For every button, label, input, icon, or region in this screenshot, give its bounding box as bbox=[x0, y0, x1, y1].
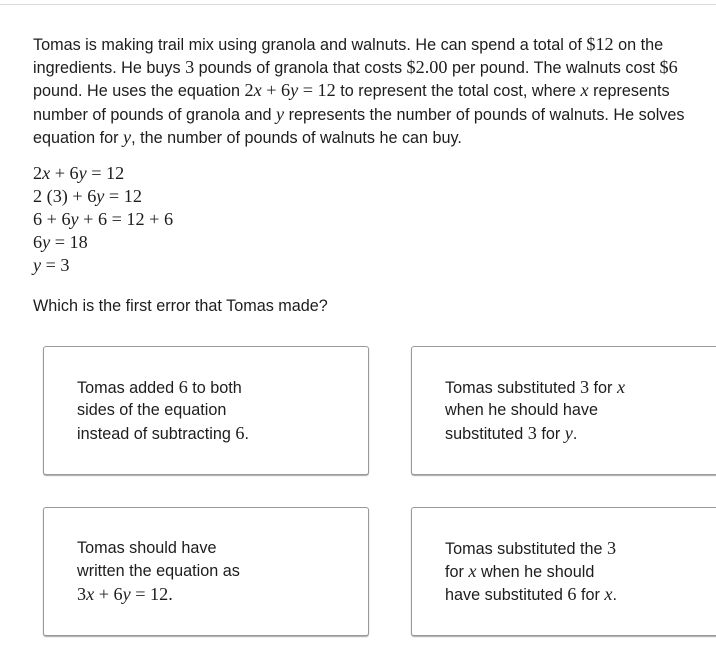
text-run: to represent the total cost, where bbox=[335, 82, 581, 101]
text-run: Tomas is making trail mix using granola and walnuts. He can spend a total of bbox=[33, 36, 587, 54]
text-run: equation for bbox=[33, 128, 123, 147]
math-run: = 12 bbox=[86, 163, 125, 183]
answer-choice-c[interactable] bbox=[43, 507, 369, 636]
choice-line bbox=[77, 422, 249, 445]
math-run: 3 bbox=[579, 377, 590, 397]
choice-line bbox=[445, 399, 625, 422]
text-run: Tomas substituted bbox=[445, 379, 580, 397]
choice-line bbox=[77, 583, 240, 606]
math-run: 3 bbox=[527, 423, 537, 444]
text-run: when he should bbox=[476, 563, 595, 582]
math-variable: x bbox=[468, 561, 477, 582]
problem-line bbox=[33, 126, 716, 149]
math-run: 6 bbox=[178, 377, 188, 397]
math-run: 2 bbox=[33, 163, 43, 183]
choice-line bbox=[77, 399, 249, 422]
text-run: , the number of pounds of walnuts he can buy. bbox=[131, 128, 462, 147]
text-run: represents bbox=[588, 82, 670, 101]
math-run: 3 bbox=[185, 57, 195, 78]
choice-line bbox=[445, 422, 625, 445]
solution-step bbox=[33, 254, 173, 277]
text-run: for bbox=[536, 425, 565, 444]
math-run: = 3 bbox=[41, 255, 70, 275]
question-prompt: Which is the first error that Tomas made? bbox=[33, 297, 328, 315]
text-run: for bbox=[589, 379, 617, 397]
text-run: pounds of granola that costs bbox=[194, 59, 407, 78]
choice-line bbox=[77, 376, 249, 399]
math-variable: y bbox=[70, 209, 79, 229]
problem-line bbox=[33, 103, 716, 126]
math-variable: x bbox=[86, 584, 95, 605]
math-run: 6 bbox=[567, 584, 577, 605]
choice-text bbox=[77, 537, 240, 607]
problem-statement bbox=[33, 33, 716, 149]
choice-line bbox=[445, 537, 617, 560]
math-variable: x bbox=[604, 584, 613, 605]
math-run: = 12 bbox=[298, 80, 336, 101]
math-run: = 12. bbox=[130, 584, 173, 605]
math-variable: y bbox=[96, 186, 105, 206]
text-run: sides of the equation bbox=[77, 401, 227, 420]
problem-line bbox=[33, 79, 716, 102]
math-variable: y bbox=[122, 584, 131, 605]
choice-text bbox=[77, 376, 249, 446]
text-run: ingredients. He buys bbox=[33, 59, 186, 78]
text-run: when he should have bbox=[445, 401, 598, 420]
text-run: Tomas added bbox=[77, 379, 179, 397]
math-variable: y bbox=[290, 80, 299, 101]
text-run: per pound. The walnuts cost bbox=[447, 59, 660, 78]
math-variable: x bbox=[580, 80, 589, 101]
text-run: pound. He uses the equation bbox=[33, 82, 245, 101]
math-run: + 6 bbox=[94, 584, 123, 605]
text-run: . bbox=[612, 586, 617, 605]
text-run: written the equation as bbox=[77, 562, 240, 581]
math-run: 3 bbox=[606, 538, 617, 558]
solution-step bbox=[33, 231, 173, 254]
text-run: for bbox=[445, 563, 469, 582]
solution-step bbox=[33, 208, 173, 231]
answer-choice-a[interactable] bbox=[43, 346, 369, 475]
text-run: . bbox=[244, 425, 249, 444]
text-run: have substituted bbox=[445, 586, 568, 605]
math-run: = 18 bbox=[50, 232, 88, 252]
math-variable: y bbox=[276, 103, 285, 124]
math-variable: x bbox=[616, 377, 626, 397]
math-run: $12 bbox=[586, 34, 614, 54]
text-run: for bbox=[576, 586, 605, 605]
problem-line bbox=[33, 33, 716, 56]
text-run: represents the number of pounds of walnuts. He solves bbox=[284, 105, 685, 124]
choice-line bbox=[445, 376, 625, 399]
text-run: substituted bbox=[445, 425, 528, 444]
text-run: Tomas should have bbox=[77, 539, 217, 557]
math-variable: x bbox=[42, 163, 51, 183]
solution-step bbox=[33, 185, 173, 208]
choice-line bbox=[445, 560, 617, 583]
answer-choice-d[interactable] bbox=[411, 507, 716, 636]
math-run: 2 bbox=[244, 80, 254, 101]
math-variable: y bbox=[78, 163, 87, 183]
choice-line bbox=[445, 583, 617, 606]
solution-step bbox=[33, 162, 173, 185]
problem-line bbox=[33, 56, 716, 79]
top-divider bbox=[0, 4, 716, 5]
text-run: to both bbox=[187, 379, 242, 397]
solution-steps bbox=[33, 162, 173, 277]
math-variable: x bbox=[253, 80, 262, 101]
choice-line bbox=[77, 537, 240, 560]
choice-text bbox=[445, 537, 617, 607]
choice-line bbox=[77, 560, 240, 583]
math-run: 3 bbox=[77, 584, 87, 605]
choice-text bbox=[445, 376, 625, 446]
math-variable: y bbox=[123, 126, 132, 147]
math-run: 6 bbox=[235, 423, 245, 444]
math-variable: y bbox=[42, 232, 51, 252]
math-variable: y bbox=[564, 423, 573, 444]
text-run: number of pounds of granola and bbox=[33, 105, 276, 124]
math-run: + 6 bbox=[50, 163, 79, 183]
math-run: + 6 = 12 + 6 bbox=[78, 209, 174, 229]
math-run: 2 (3) + 6 bbox=[33, 186, 97, 206]
math-run: $6 bbox=[659, 57, 678, 78]
math-run: 6 bbox=[33, 232, 43, 252]
math-variable: y bbox=[33, 255, 42, 275]
text-run: . bbox=[572, 425, 578, 444]
math-run: + 6 bbox=[261, 80, 291, 101]
math-run: = 12 bbox=[104, 186, 142, 206]
text-run: instead of subtracting bbox=[77, 425, 236, 444]
math-run: 6 + 6 bbox=[33, 209, 71, 229]
answer-choice-b[interactable] bbox=[411, 346, 716, 475]
text-run: on the bbox=[613, 36, 664, 54]
text-run: Tomas substituted the bbox=[445, 540, 607, 558]
math-run: $2.00 bbox=[406, 57, 448, 78]
